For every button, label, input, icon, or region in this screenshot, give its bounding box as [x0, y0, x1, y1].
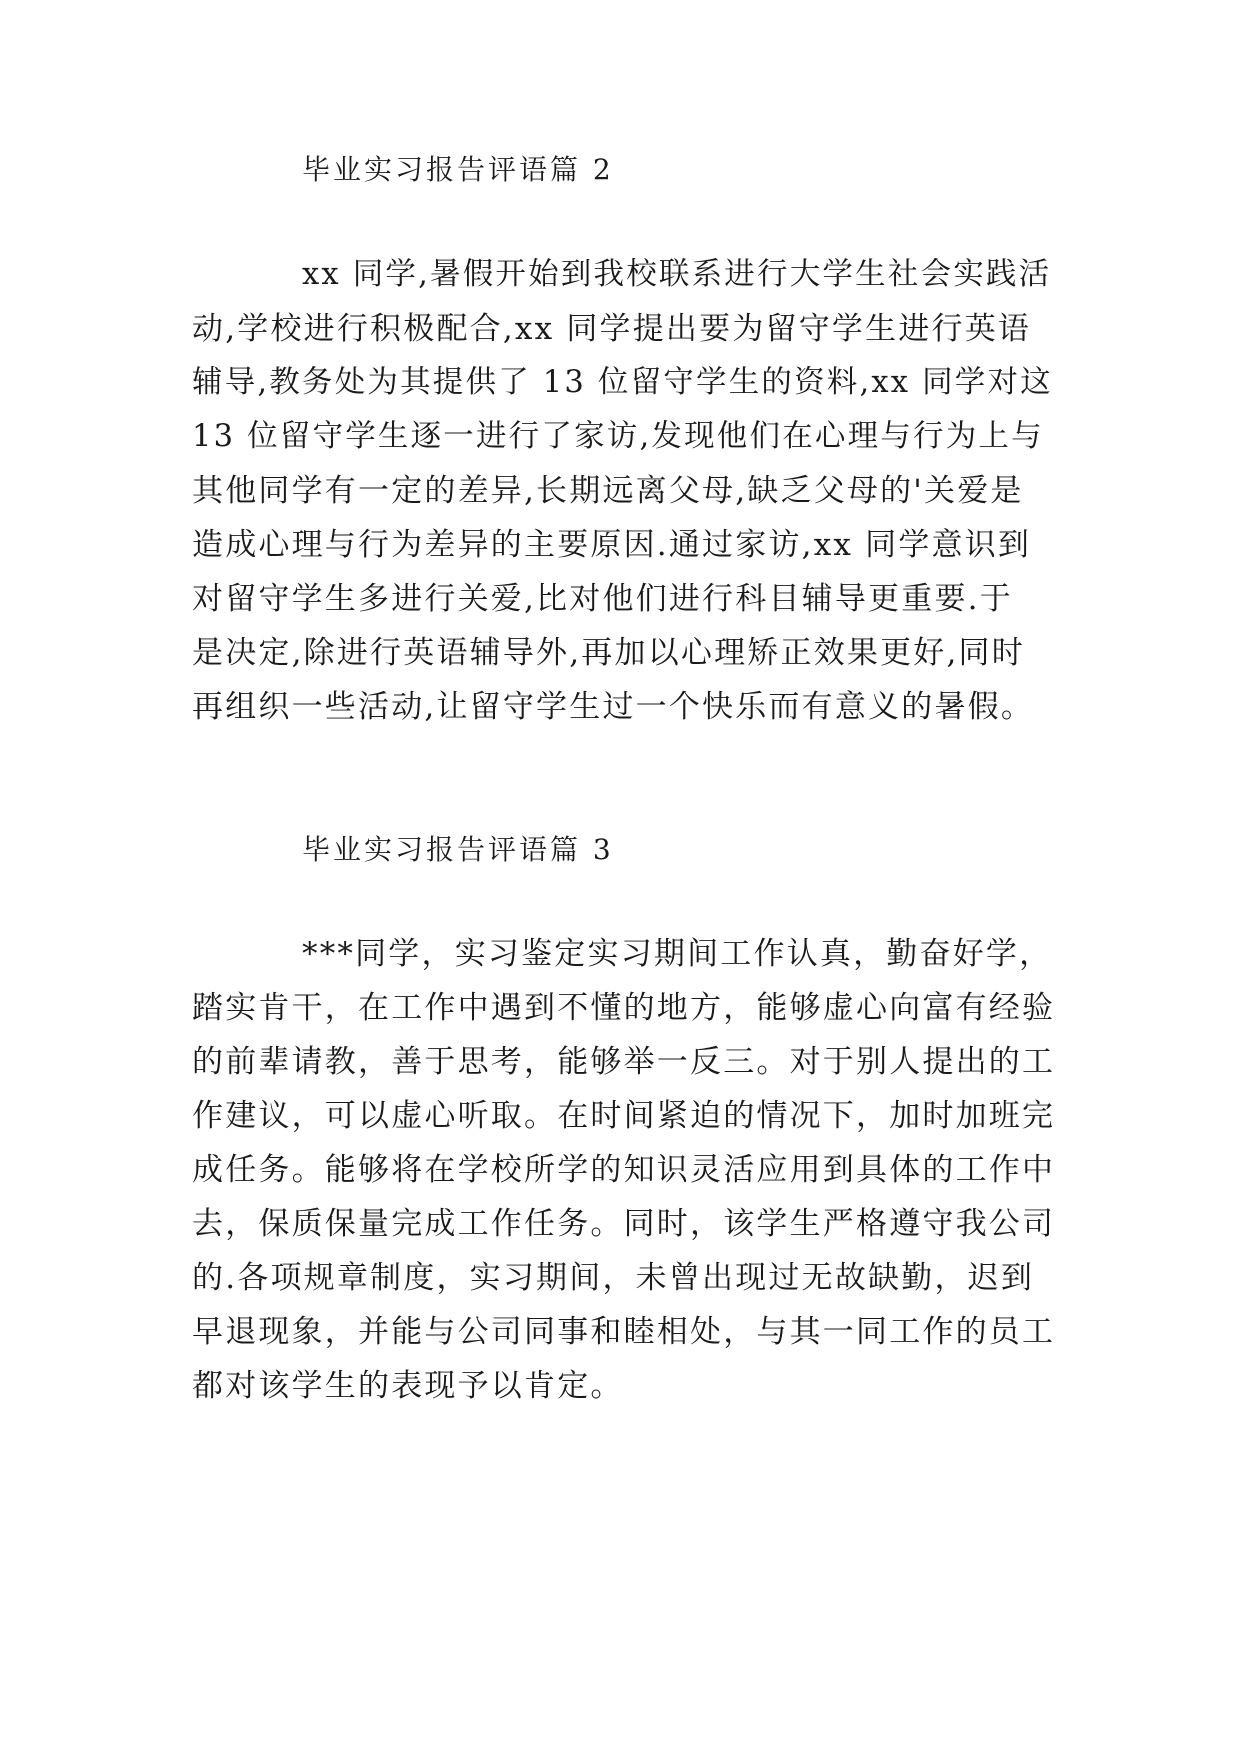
paragraph-line: 是决定,除进行英语辅导外,再加以心理矫正效果更好,同时 [192, 635, 1025, 671]
paragraph-line: xx 同学,暑假开始到我校联系进行大学生社会实践活 [302, 257, 1052, 292]
paragraph-line: 早退现象，并能与公司同事和睦相处，与其一同工作的员工 [192, 1314, 1056, 1350]
paragraph-line: 都对该学生的表现予以肯定。 [192, 1368, 624, 1404]
section-heading-3: 毕业实习报告评语篇 3 [302, 833, 614, 866]
paragraph-line: ***同学，实习鉴定实习期间工作认真，勤奋好学， [302, 936, 1053, 972]
paragraph-line: 动,学校进行积极配合,xx 同学提出要为留守学生进行英语 [192, 311, 1032, 347]
paragraph-line: 造成心理与行为差异的主要原因.通过家访,xx 同学意识到 [192, 527, 1032, 563]
section-heading-2: 毕业实习报告评语篇 2 [302, 153, 614, 186]
paragraph-line: 对留守学生多进行关爱,比对他们进行科目辅导更重要.于 [192, 581, 1013, 617]
paragraph-line: 的前辈请教，善于思考，能够举一反三。对于别人提出的工 [192, 1044, 1056, 1080]
paragraph-line: 其他同学有一定的差异,长期远离父母,缺乏父母的'关爱是 [192, 473, 1024, 509]
paragraph-line: 再组织一些活动,让留守学生过一个快乐而有意义的暑假。 [192, 689, 1035, 725]
paragraph-line: 成任务。能够将在学校所学的知识灵活应用到具体的工作中 [192, 1152, 1056, 1188]
paragraph-line: 去，保质保量完成工作任务。同时，该学生严格遵守我公司 [192, 1206, 1056, 1242]
paragraph-line: 作建议，可以虚心听取。在时间紧迫的情况下，加时加班完 [192, 1098, 1056, 1134]
paragraph-line: 的.各项规章制度，实习期间，未曾出现过无故缺勤，迟到 [192, 1260, 1035, 1296]
paragraph-line: 辅导,教务处为其提供了 13 位留守学生的资料,xx 同学对这 [192, 365, 1053, 400]
paragraph-line: 13 位留守学生逐一进行了家访,发现他们在心理与行为上与 [192, 419, 1044, 454]
paragraph-line: 踏实肯干，在工作中遇到不懂的地方，能够虚心向富有经验 [192, 990, 1056, 1026]
